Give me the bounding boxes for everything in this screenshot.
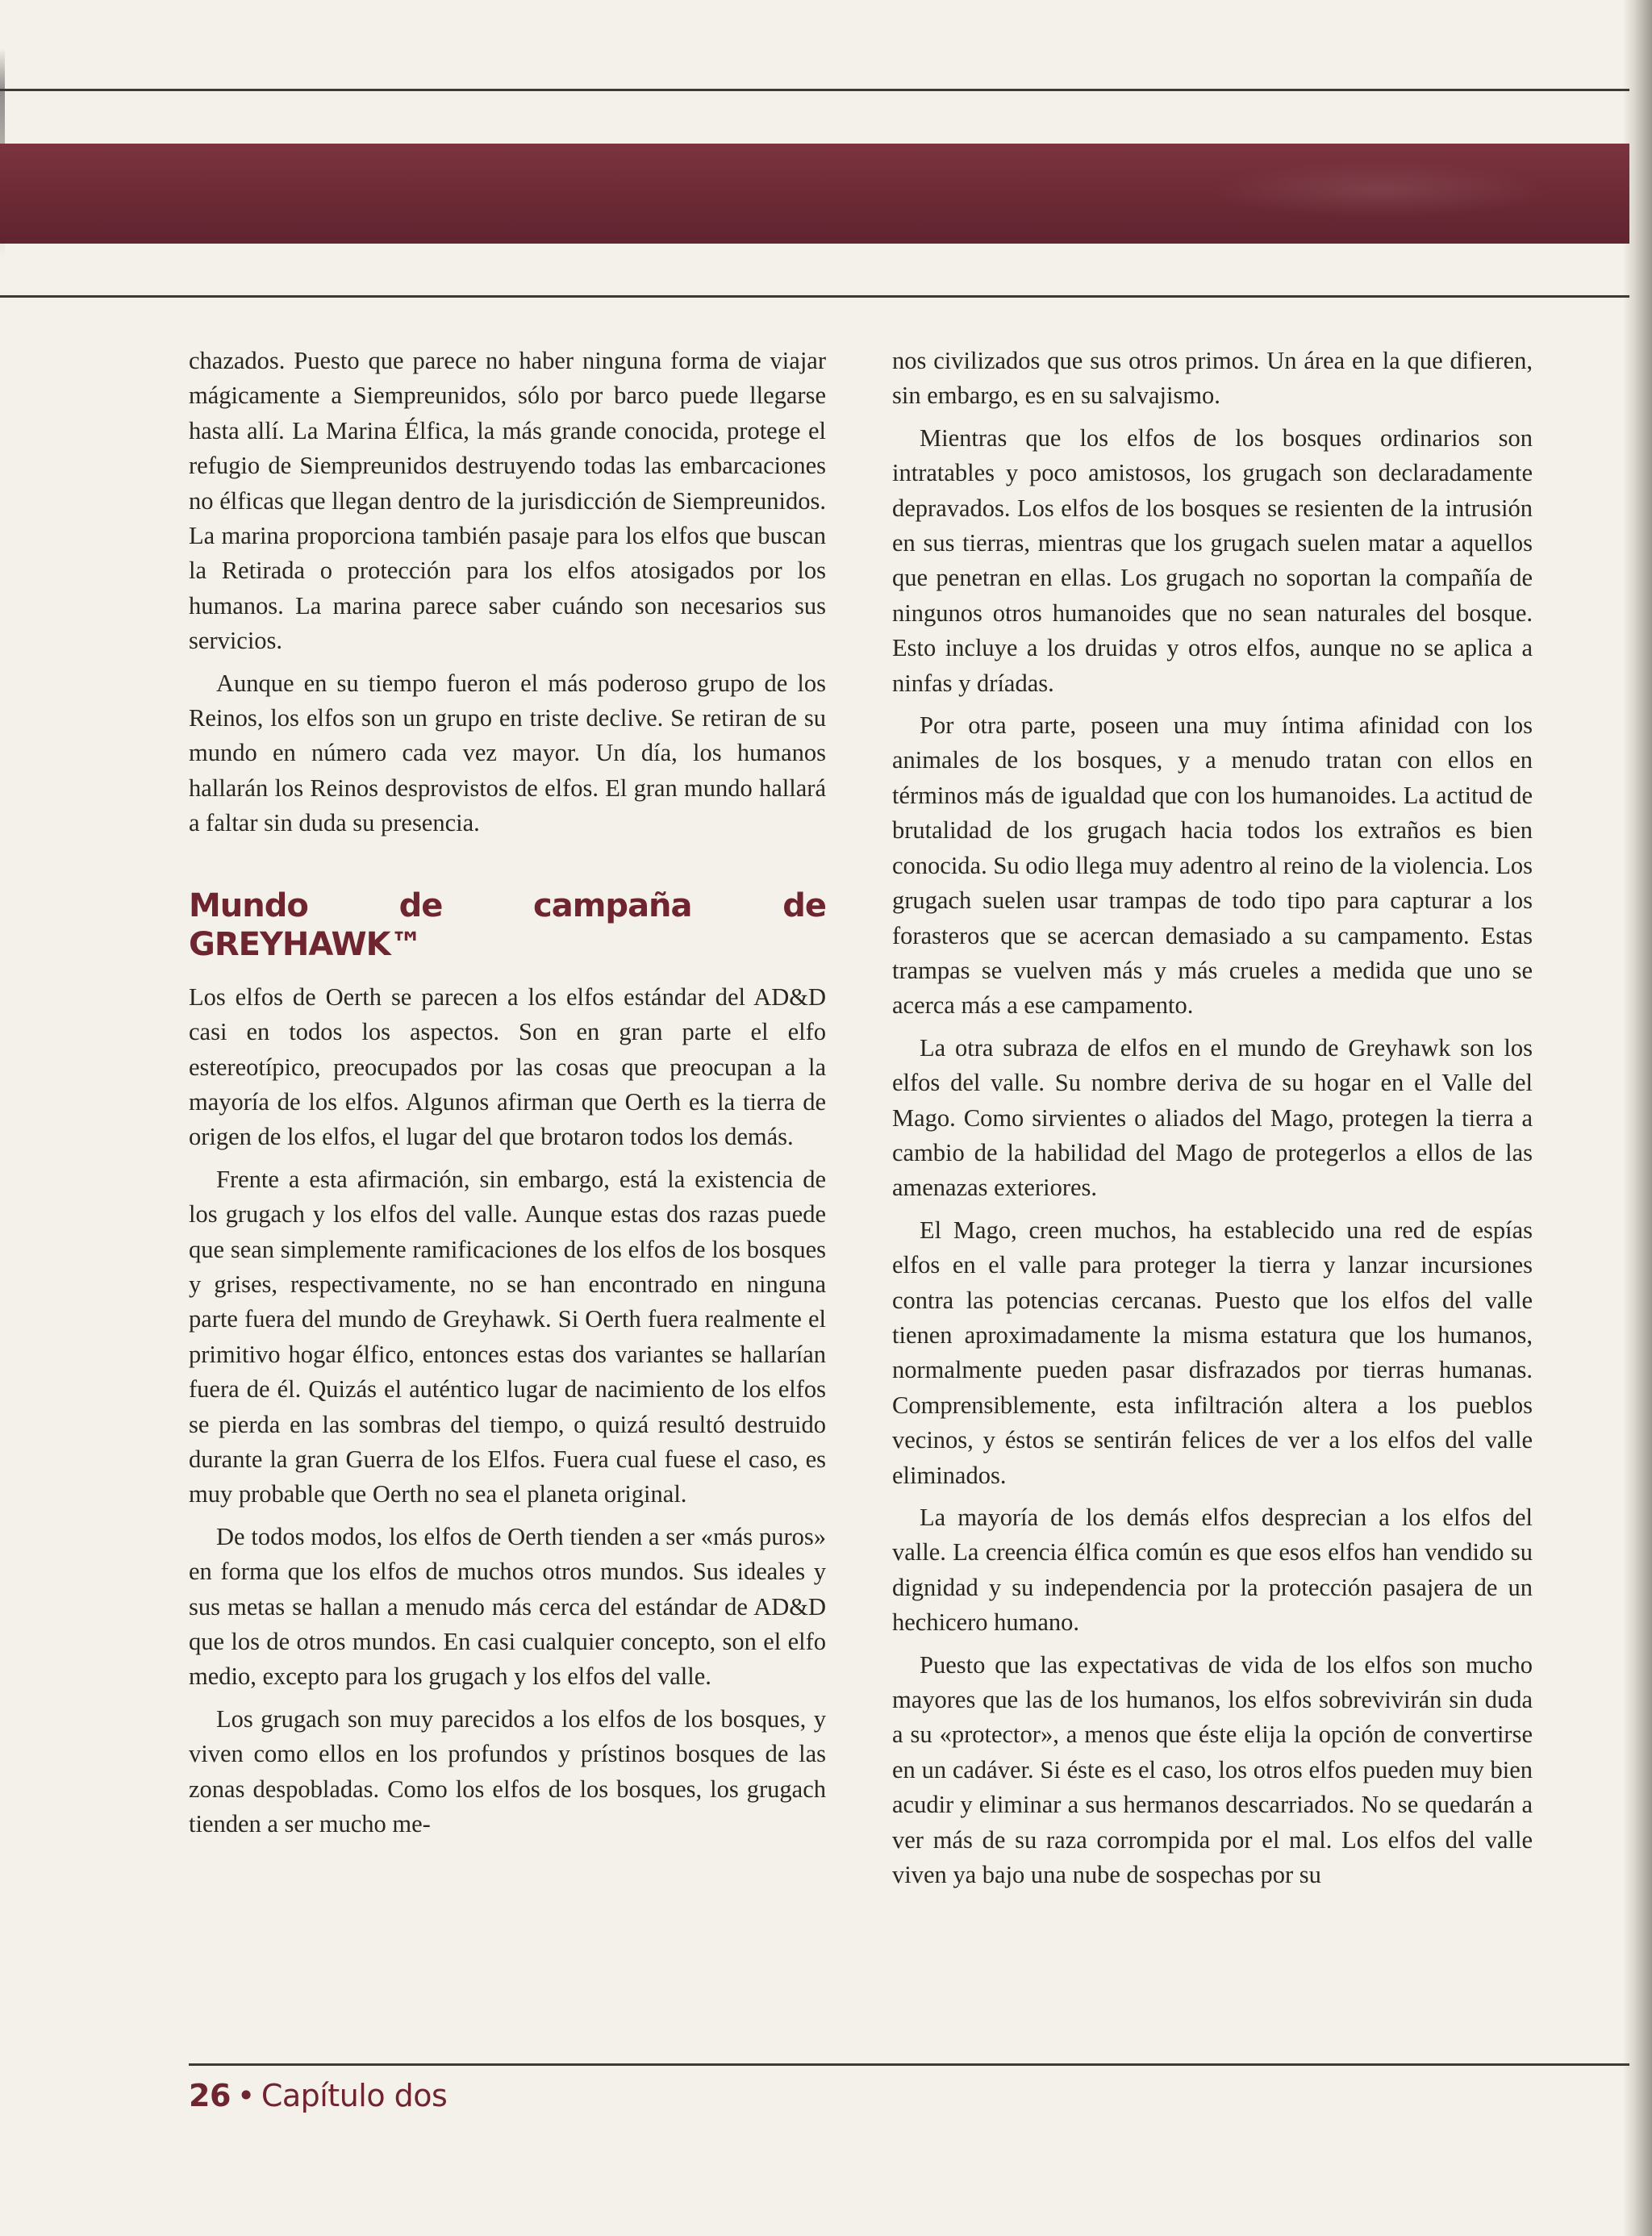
paragraph: Los grugach son muy parecidos a los elfos de los bosques, y viven como ellos en los profundos y prístinos bosques de las zonas despobladas. Como los elfos de los bosques, los grugach tienden a ser mucho me- [189,1704,826,1838]
section-heading: Mundo de campaña de GREYHAWK™ [189,886,826,963]
paragraph: Por otra parte, poseen una muy íntima afinidad con los animales de los bosques, y a menudo tratan con ellos en términos más de igualdad que con los humanoides. La actitud de brutalidad de los grugach hacia todos los extraños es bien conocida. Su odio llega muy adentro al reino de la violencia. Los grugach suelen usar trampas de todo tipo para capturar a los forasteros que se acercan demasiado a su campamento. Estas trampas se vuelven más y más crueles a medida que uno se acerca más a ese campamento. [892,711,1533,1020]
page-edge-shadow [1623,0,1652,2236]
paragraph: De todos modos, los elfos de Oerth tienden a ser «más puros» en forma que los elfos de muchos otros mundos. Sus ideales y sus metas se hallan a menudo más cerca del estándar de AD&D que los de otros mundos. En casi cualquier concepto, son el elfo medio, excepto para los grugach y los elfos del valle. [189,1522,826,1691]
right-column [892,344,1533,1892]
paragraph: Frente a esta afirmación, sin embargo, está la existencia de los grugach y los elfos del valle. Aunque estas dos razas puede que sean simplemente ramificaciones de los elfos de los bosques y grises, respectivamente, no se han encontrado en ninguna parte fuera del mundo de Greyhawk. Si Oerth fuera realmente el primitivo hogar élfico, entonces estas dos variantes se hallarían fuera de él. Quizás el auténtico lugar de nacimiento de los elfos se pierda en las sombras del tiempo, o quizá resultó destruido durante la gran Guerra de los Elfos. Fuera cual fuese el caso, es muy probable que Oerth no sea el planeta original. [189,1165,826,1508]
paragraph: La mayoría de los demás elfos desprecian a los elfos del valle. La creencia élfica común es que esos elfos han vendido su dignidad y su independencia por la protección pasajera de un hechicero humano. [892,1504,1533,1637]
footer-bullet: • [236,2078,255,2113]
left-column [189,344,826,1842]
paragraph: Aunque en su tiempo fueron el más poderoso grupo de los Reinos, los elfos son un grupo en triste declive. Se retiran de su mundo en número cada vez mayor. Un día, los humanos hallarán los Reinos desprovistos de elfos. El gran mundo hallará a faltar sin duda su presencia. [189,669,826,837]
paragraph: Mientras que los elfos de los bosques ordinarios son intratables y poco amistosos, los grugach son declaradamente depravados. Los elfos de los bosques se resienten de la intrusión en sus tierras, mientras que los grugach suelen matar a aquellos que penetran en ellas. Los grugach no soportan la compañía de ningunos otros humanoides que no sean naturales del bosque. Esto incluye a los druidas y otros elfos, aunque no se aplica a ninfas y dríadas. [892,423,1533,697]
footer-rule [189,2063,1629,2066]
paragraph: chazados. Puesto que parece no haber ninguna forma de viajar mágicamente a Siempreunidos, sólo por barco puede llegarse hasta allí. La Marina Élfica, la más grande conocida, protege el refugio de Siempreunidos destruyendo todas las embarcaciones no élficas que llegan dentro de la jurisdicción de Siempreunidos. La marina proporciona también pasaje para los elfos que buscan la Retirada o protección para los elfos atosigados por los humanos. La marina parece saber cuándo son necesarios sus servicios. [189,347,826,655]
top-rule [0,89,1629,91]
page-number: 26 [189,2078,231,2113]
paragraph: nos civilizados que sus otros primos. Un área en la que difieren, sin embargo, es en su salvajismo. [892,347,1533,410]
page-footer [189,2078,447,2113]
paragraph: Puesto que las expectativas de vida de los elfos son mucho mayores que las de los humanos, los elfos sobrevivirán sin duda a su «protector», a menos que éste elija la opción de convertirse en un cadáver. Si éste es el caso, los otros elfos pueden muy bien acudir y eliminar a sus hermanos descarriados. No se quedarán a ver más de su raza corrompida por el mal. Los elfos del valle viven ya bajo una nube de sospechas por su [892,1650,1533,1889]
paragraph: Los elfos de Oerth se parecen a los elfos estándar del AD&D casi en todos los aspectos. Son en gran parte el elfo estereotípico, preocupados por las cosas que preocupan a la mayoría de los elfos. Algunos afirman que Oerth es la tierra de origen de los elfos, el lugar del que brotaron todos los demás. [189,982,826,1151]
paragraph: La otra subraza de elfos en el mundo de Greyhawk son los elfos del valle. Su nombre deriva de su hogar en el Valle del Mago. Como sirvientes o aliados del Mago, protegen la tierra a cambio de la habilidad del Mago de protegerlos a ellos de las amenazas exteriores. [892,1033,1533,1202]
header-bottom-rule [0,295,1629,298]
chapter-title: Capítulo dos [261,2078,448,2113]
header-band-highlight [1210,161,1549,218]
paragraph: El Mago, creen muchos, ha establecido una red de espías elfos en el valle para proteger la tierra y lanzar incursiones contra las potencias cercanas. Puesto que los elfos del valle tienen aproximadamente la misma estatura que los humanos, normalmente pueden pasar disfrazados por tierras humanas. Comprensiblemente, esta infiltración altera a los pueblos vecinos, y éstos se sentirán felices de ver a los elfos del valle eliminados. [892,1216,1533,1489]
